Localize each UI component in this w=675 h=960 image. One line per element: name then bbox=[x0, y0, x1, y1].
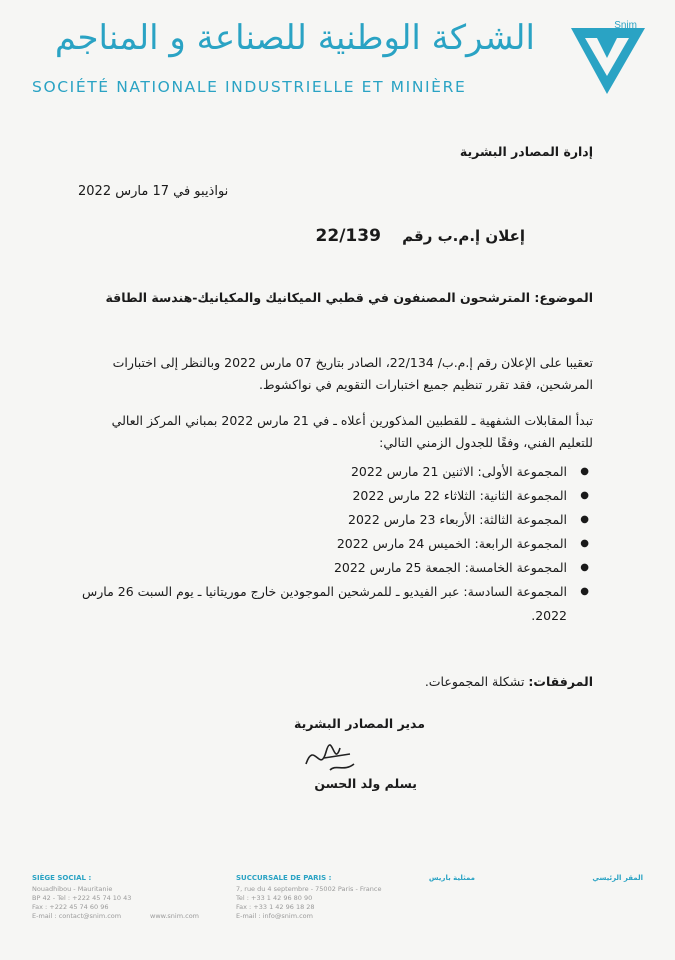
attachments-label: المرفقات: bbox=[528, 674, 593, 689]
company-latin-name: SOCIÉTÉ NATIONALE INDUSTRIELLE ET MINIÈRE bbox=[32, 78, 467, 96]
list-item: ● المجموعة السادسة: عبر الفيديو ـ للمرشحين الموجودين خارج موريتانيا ـ يوم السبت 26 مارس 2022. bbox=[73, 580, 593, 628]
letter-subject: الموضوع: المترشحون المصنفون في قطبي الميكانيك والمكيانيك-هندسة الطاقة bbox=[105, 290, 593, 305]
footer-website: www.snim.com bbox=[150, 912, 200, 920]
list-item: ● المجموعة الرابعة: الخميس 24 مارس 2022 bbox=[73, 532, 593, 556]
attachments-value: تشكلة المجموعات. bbox=[424, 674, 525, 689]
announcement-label: إعلان إ.م.ب رقم bbox=[402, 227, 525, 245]
bullet-icon: ● bbox=[580, 562, 589, 573]
logo-text: Snim bbox=[614, 20, 637, 31]
group-schedule-list bbox=[73, 460, 593, 628]
letter-footer bbox=[0, 862, 675, 960]
signature-icon bbox=[300, 734, 360, 778]
bullet-icon: ● bbox=[580, 586, 589, 597]
bullet-icon: ● bbox=[580, 538, 589, 549]
footer-paris: SUCCURSALE DE PARIS : 7, rue du 4 septembre - 75002 Paris - France Tel : +33 1 42 96 80 90 Fax : +33 1 42 96 18 28 E-mail : info@snim.com bbox=[236, 874, 382, 920]
director-title: مدير المصادر البشرية bbox=[294, 716, 425, 731]
bullet-icon: ● bbox=[580, 514, 589, 525]
bullet-icon: ● bbox=[580, 466, 589, 477]
announcement-heading bbox=[316, 226, 525, 246]
announcement-number: 22/139 bbox=[315, 226, 381, 246]
bullet-icon: ● bbox=[580, 490, 589, 501]
attachments bbox=[425, 674, 593, 689]
list-item: ● المجموعة الثالثة: الأربعاء 23 مارس 2022 bbox=[73, 508, 593, 532]
list-item: ● المجموعة الأولى: الاثنين 21 مارس 2022 bbox=[73, 460, 593, 484]
list-item: ● المجموعة الخامسة: الجمعة 25 مارس 2022 bbox=[73, 556, 593, 580]
department-name: إدارة المصادر البشرية bbox=[459, 144, 593, 159]
paragraph-intro: تعقيبا على الإعلان رقم إ.م.ب/ 22/134، الصادر بتاريخ 07 مارس 2022 وبالنظر إلى اختبارات المرشحين، فقد تقرر تنظيم جميع اختبارات التقويم في نواكشوط. bbox=[112, 355, 593, 392]
footer-siege: SIÈGE SOCIAL : Nouadhibou - Mauritanie BP 42 - Tel : +222 45 74 10 43 Fax : +222 45 74 60 96 E-mail : contact@snim.com bbox=[32, 874, 132, 920]
list-item: ● المجموعة الثانية: الثلاثاء 22 مارس 2022 bbox=[73, 484, 593, 508]
company-arabic-name: الشركة الوطنية للصناعة و المناجم bbox=[54, 18, 535, 58]
footer-hq-ar: المقر الرئيسي bbox=[592, 874, 643, 882]
letter-date: نواذيبو في 17 مارس 2022 bbox=[78, 184, 229, 199]
footer-paris-ar: ممثلية باريس bbox=[428, 874, 475, 882]
paragraph-schedule: تبدأ المقابلات الشفهية ـ للقطبين المذكورين أعلاه ـ في 21 مارس 2022 بمباني المركز العالي للتعليم الفني، وفقًا للجدول الزمني التالي: bbox=[111, 413, 593, 450]
signer-name: يسلم ولد الحسن bbox=[314, 776, 417, 791]
